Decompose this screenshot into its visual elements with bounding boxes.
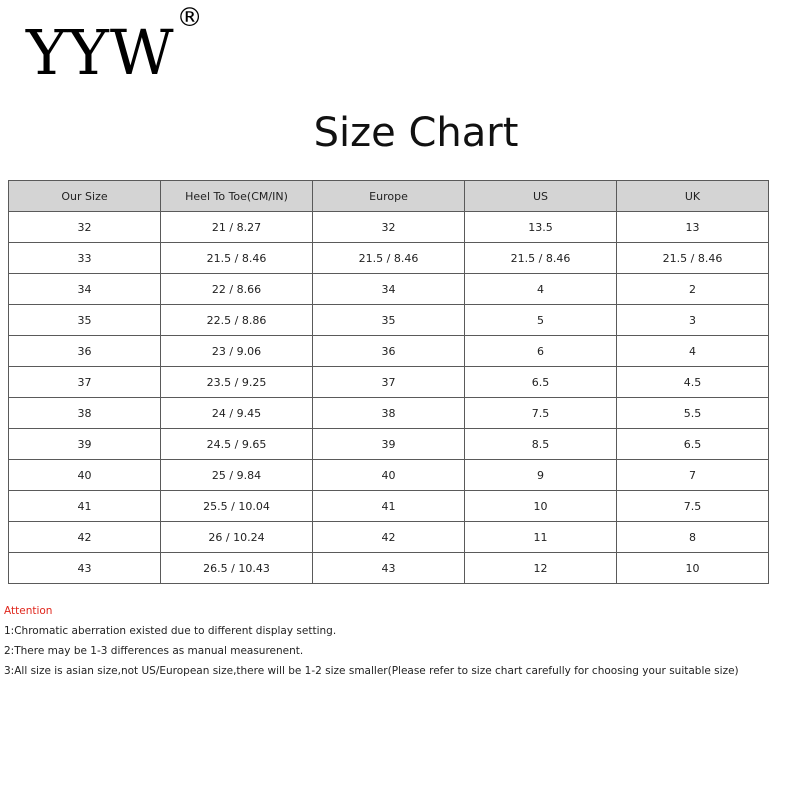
size-chart-table: [8, 180, 769, 584]
cell-europe: 43: [313, 553, 465, 584]
cell-uk: 8: [617, 522, 769, 553]
header-uk: UK: [617, 181, 769, 212]
table-header-row: [9, 181, 769, 212]
cell-heel-to-toe: 25.5 / 10.04: [161, 491, 313, 522]
cell-europe: 36: [313, 336, 465, 367]
cell-heel-to-toe: 21.5 / 8.46: [161, 243, 313, 274]
cell-uk: 5.5: [617, 398, 769, 429]
cell-heel-to-toe: 23 / 9.06: [161, 336, 313, 367]
cell-europe: 32: [313, 212, 465, 243]
cell-uk: 4.5: [617, 367, 769, 398]
table-row: [9, 336, 769, 367]
note-item: 1:Chromatic aberration existed due to different display setting.: [4, 625, 337, 637]
cell-our-size: 37: [9, 367, 161, 398]
cell-heel-to-toe: 24.5 / 9.65: [161, 429, 313, 460]
cell-us: 8.5: [465, 429, 617, 460]
cell-europe: 35: [313, 305, 465, 336]
header-europe: Europe: [313, 181, 465, 212]
cell-our-size: 35: [9, 305, 161, 336]
cell-us: 10: [465, 491, 617, 522]
cell-europe: 39: [313, 429, 465, 460]
cell-us: 4: [465, 274, 617, 305]
cell-europe: 34: [313, 274, 465, 305]
table-row: [9, 367, 769, 398]
cell-uk: 6.5: [617, 429, 769, 460]
cell-us: 5: [465, 305, 617, 336]
cell-uk: 4: [617, 336, 769, 367]
table-row: [9, 429, 769, 460]
table-row: [9, 398, 769, 429]
table-row: [9, 212, 769, 243]
cell-us: 11: [465, 522, 617, 553]
registered-mark: ®: [176, 3, 204, 34]
cell-uk: 7: [617, 460, 769, 491]
cell-uk: 7.5: [617, 491, 769, 522]
cell-us: 13.5: [465, 212, 617, 243]
cell-heel-to-toe: 26 / 10.24: [161, 522, 313, 553]
cell-europe: 40: [313, 460, 465, 491]
cell-uk: 3: [617, 305, 769, 336]
cell-our-size: 36: [9, 336, 161, 367]
cell-our-size: 41: [9, 491, 161, 522]
cell-europe: 21.5 / 8.46: [313, 243, 465, 274]
cell-our-size: 38: [9, 398, 161, 429]
cell-uk: 2: [617, 274, 769, 305]
table-row: [9, 553, 769, 584]
cell-our-size: 42: [9, 522, 161, 553]
cell-our-size: 43: [9, 553, 161, 584]
header-us: US: [465, 181, 617, 212]
brand-name: YYW: [26, 16, 175, 89]
table-row: [9, 243, 769, 274]
note-item: 2:There may be 1-3 differences as manual measurenent.: [4, 645, 304, 657]
table-row: [9, 460, 769, 491]
cell-heel-to-toe: 22 / 8.66: [161, 274, 313, 305]
cell-europe: 37: [313, 367, 465, 398]
cell-heel-to-toe: 25 / 9.84: [161, 460, 313, 491]
table-body: [9, 212, 769, 584]
cell-our-size: 34: [9, 274, 161, 305]
cell-our-size: 40: [9, 460, 161, 491]
cell-our-size: 33: [9, 243, 161, 274]
cell-uk: 21.5 / 8.46: [617, 243, 769, 274]
cell-our-size: 39: [9, 429, 161, 460]
page-title: Size Chart: [313, 110, 519, 156]
cell-us: 12: [465, 553, 617, 584]
cell-heel-to-toe: 21 / 8.27: [161, 212, 313, 243]
cell-us: 7.5: [465, 398, 617, 429]
cell-us: 21.5 / 8.46: [465, 243, 617, 274]
header-heel-to-toe: Heel To Toe(CM/IN): [161, 181, 313, 212]
cell-heel-to-toe: 23.5 / 9.25: [161, 367, 313, 398]
note-item: 3:All size is asian size,not US/European size,there will be 1-2 size smaller(Please refer to size chart carefully for choosing your suitable size): [4, 665, 739, 677]
cell-us: 6.5: [465, 367, 617, 398]
cell-europe: 41: [313, 491, 465, 522]
cell-us: 6: [465, 336, 617, 367]
table-row: [9, 522, 769, 553]
cell-heel-to-toe: 26.5 / 10.43: [161, 553, 313, 584]
cell-us: 9: [465, 460, 617, 491]
table-row: [9, 305, 769, 336]
notes-section: [4, 601, 739, 681]
brand-logo: [26, 3, 204, 89]
cell-uk: 10: [617, 553, 769, 584]
table-row: [9, 491, 769, 522]
header-our-size: Our Size: [9, 181, 161, 212]
cell-our-size: 32: [9, 212, 161, 243]
table-row: [9, 274, 769, 305]
cell-europe: 38: [313, 398, 465, 429]
cell-europe: 42: [313, 522, 465, 553]
attention-heading: Attention: [4, 605, 53, 617]
cell-heel-to-toe: 24 / 9.45: [161, 398, 313, 429]
cell-heel-to-toe: 22.5 / 8.86: [161, 305, 313, 336]
cell-uk: 13: [617, 212, 769, 243]
